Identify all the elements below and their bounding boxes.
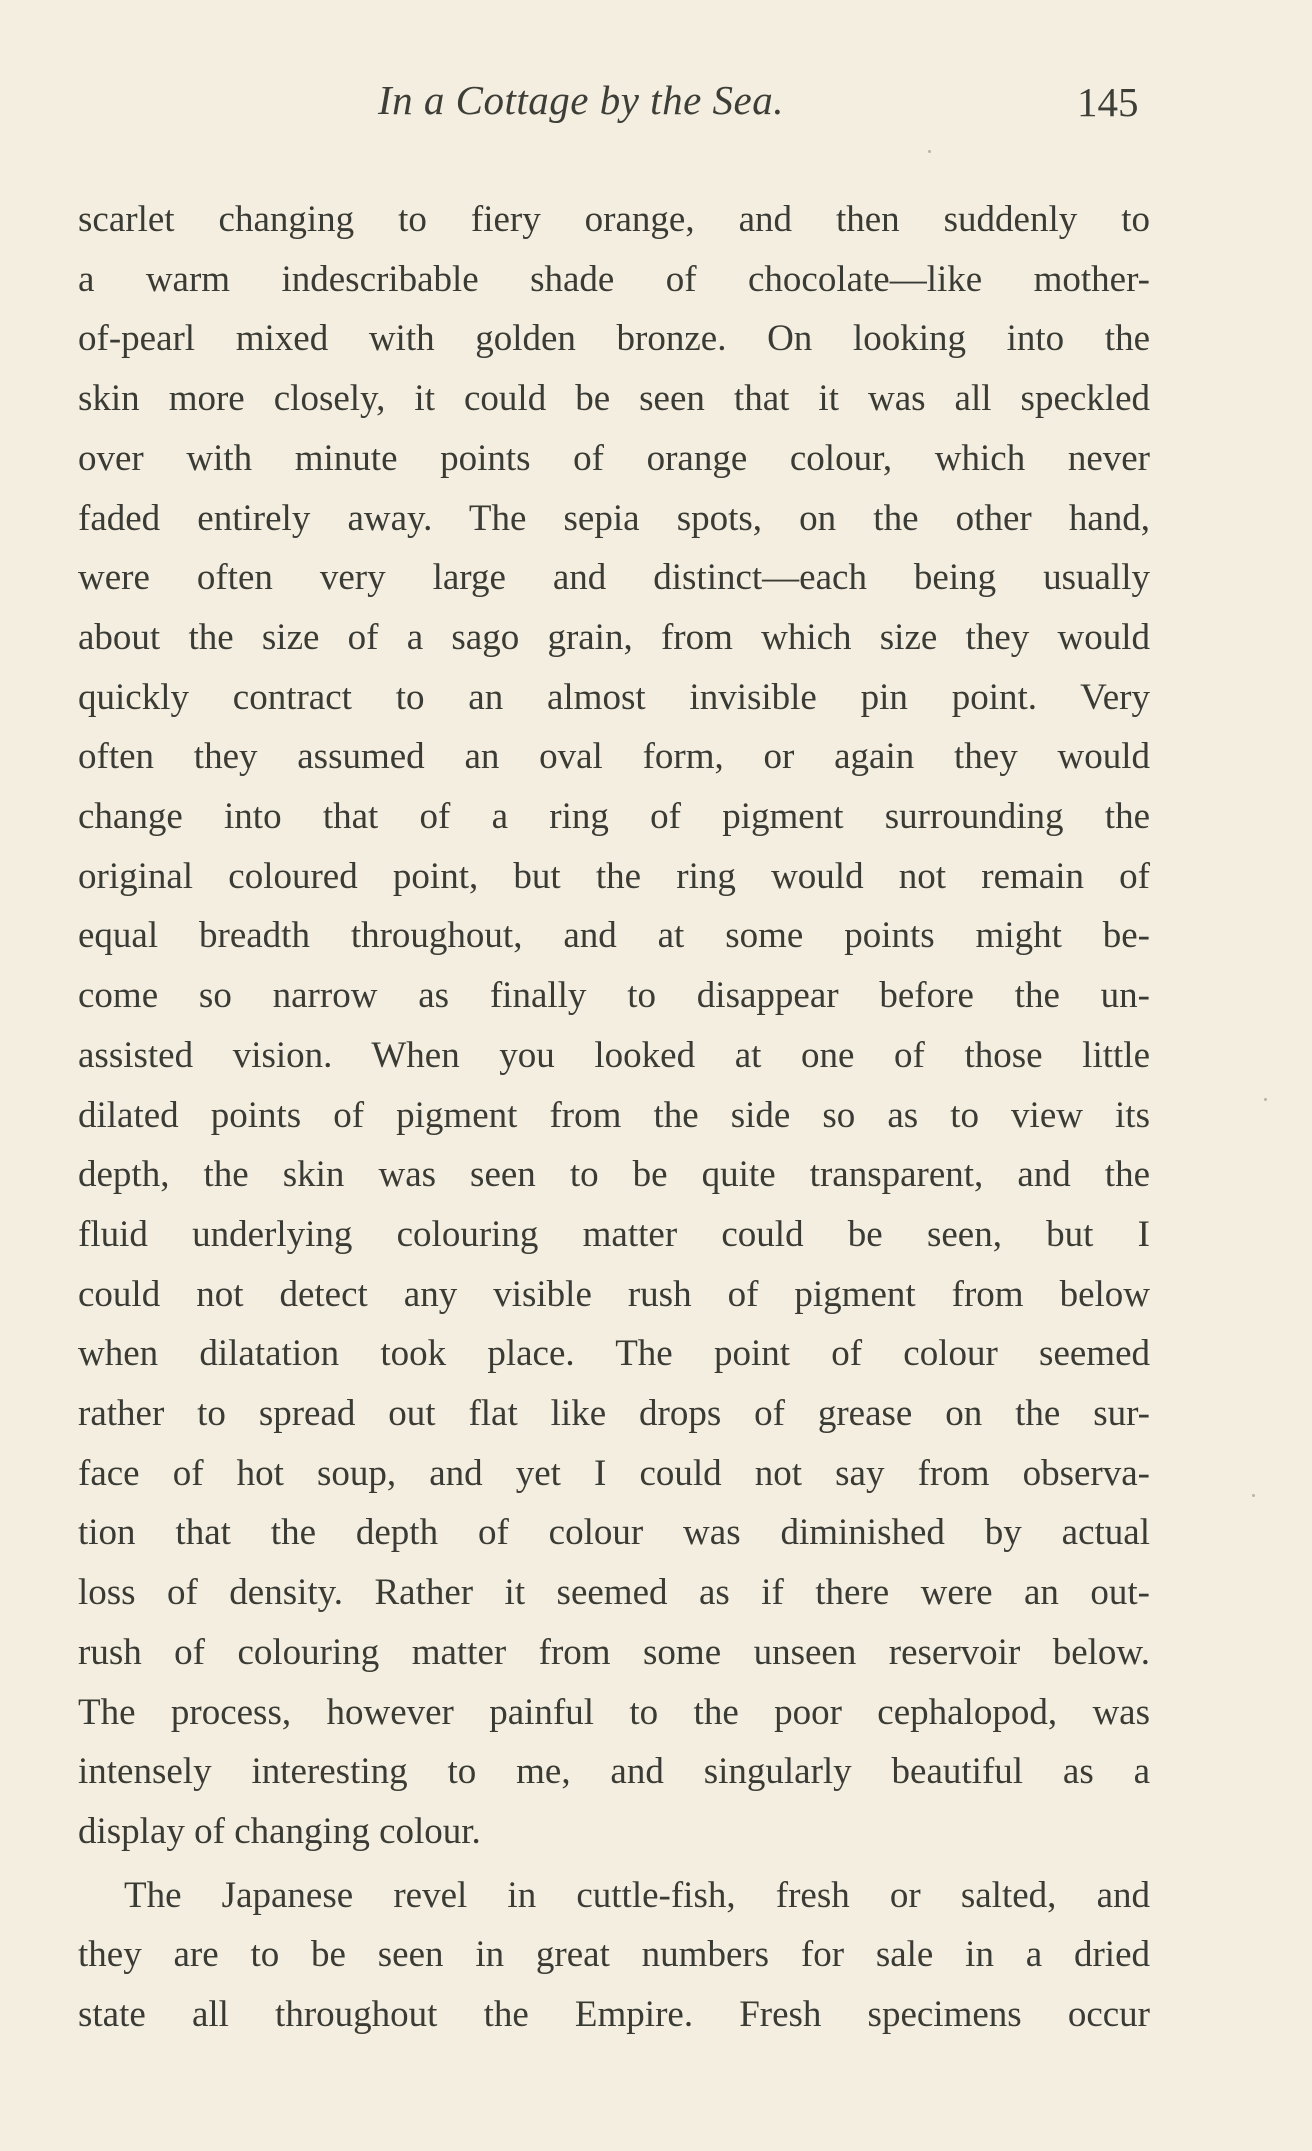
text-line: state all throughout the Empire. Fresh specimens occur — [78, 1994, 1150, 2036]
text-line: come so narrow as finally to disappear before the un- — [78, 975, 1150, 1017]
text-line: they are to be seen in great numbers for sale in a dried — [78, 1934, 1150, 1976]
text-line: equal breadth throughout, and at some points might be- — [78, 915, 1150, 957]
text-line: could not detect any visible rush of pigment from below — [78, 1273, 1150, 1315]
text-line: The process, however painful to the poor cephalopod, was — [78, 1691, 1150, 1733]
text-line: face of hot soup, and yet I could not say from observa- — [78, 1452, 1150, 1494]
text-line: dilated points of pigment from the side so as to view its — [78, 1094, 1150, 1136]
text-line: of-pearl mixed with golden bronze. On looking into the — [78, 318, 1150, 360]
text-line: display of changing colour. — [78, 1810, 481, 1852]
paragraph — [78, 190, 1150, 1862]
text-line: scarlet changing to fiery orange, and then suddenly to — [78, 199, 1150, 240]
text-line: assisted vision. When you looked at one of those little — [78, 1034, 1150, 1076]
text-line: change into that of a ring of pigment surrounding the — [78, 796, 1150, 838]
body-text — [78, 190, 1150, 2045]
text-line: skin more closely, it could be seen that it was all speckled — [78, 378, 1150, 420]
text-line: were often very large and distinct—each being usually — [78, 557, 1150, 599]
text-line: rush of colouring matter from some unseen reservoir below. — [78, 1631, 1150, 1673]
text-line: tion that the depth of colour was diminished by actual — [78, 1512, 1150, 1554]
text-line: intensely interesting to me, and singularly beautiful as a — [78, 1751, 1150, 1793]
page-number: 145 — [1077, 79, 1139, 125]
running-head — [0, 76, 1312, 136]
text-line: original coloured point, but the ring would not remain of — [78, 855, 1150, 897]
text-line: fluid underlying colouring matter could be seen, but I — [78, 1213, 1150, 1255]
text-line: rather to spread out flat like drops of grease on the sur- — [78, 1393, 1150, 1435]
paper-speck — [928, 150, 931, 153]
text-line: loss of density. Rather it seemed as if there were an out- — [78, 1572, 1150, 1614]
text-line: faded entirely away. The sepia spots, on the other hand, — [78, 497, 1150, 539]
text-line: about the size of a sago grain, from which size they would — [78, 616, 1150, 658]
paper-speck — [1252, 1494, 1255, 1497]
text-line: quickly contract to an almost invisible pin point. Very — [78, 676, 1150, 718]
text-line: over with minute points of orange colour, which never — [78, 437, 1150, 479]
text-line: often they assumed an oval form, or again they would — [78, 736, 1150, 778]
text-line: depth, the skin was seen to be quite transparent, and the — [78, 1154, 1150, 1196]
text-line: a warm indescribable shade of chocolate—like mother- — [78, 258, 1150, 300]
text-line: when dilatation took place. The point of colour seemed — [78, 1333, 1150, 1375]
paper-speck — [1264, 1098, 1267, 1101]
running-head-title: In a Cottage by the Sea. — [378, 77, 784, 123]
paragraph — [78, 1866, 1150, 2045]
text-line: The Japanese revel in cuttle-fish, fresh or salted, and — [124, 1874, 1150, 1916]
